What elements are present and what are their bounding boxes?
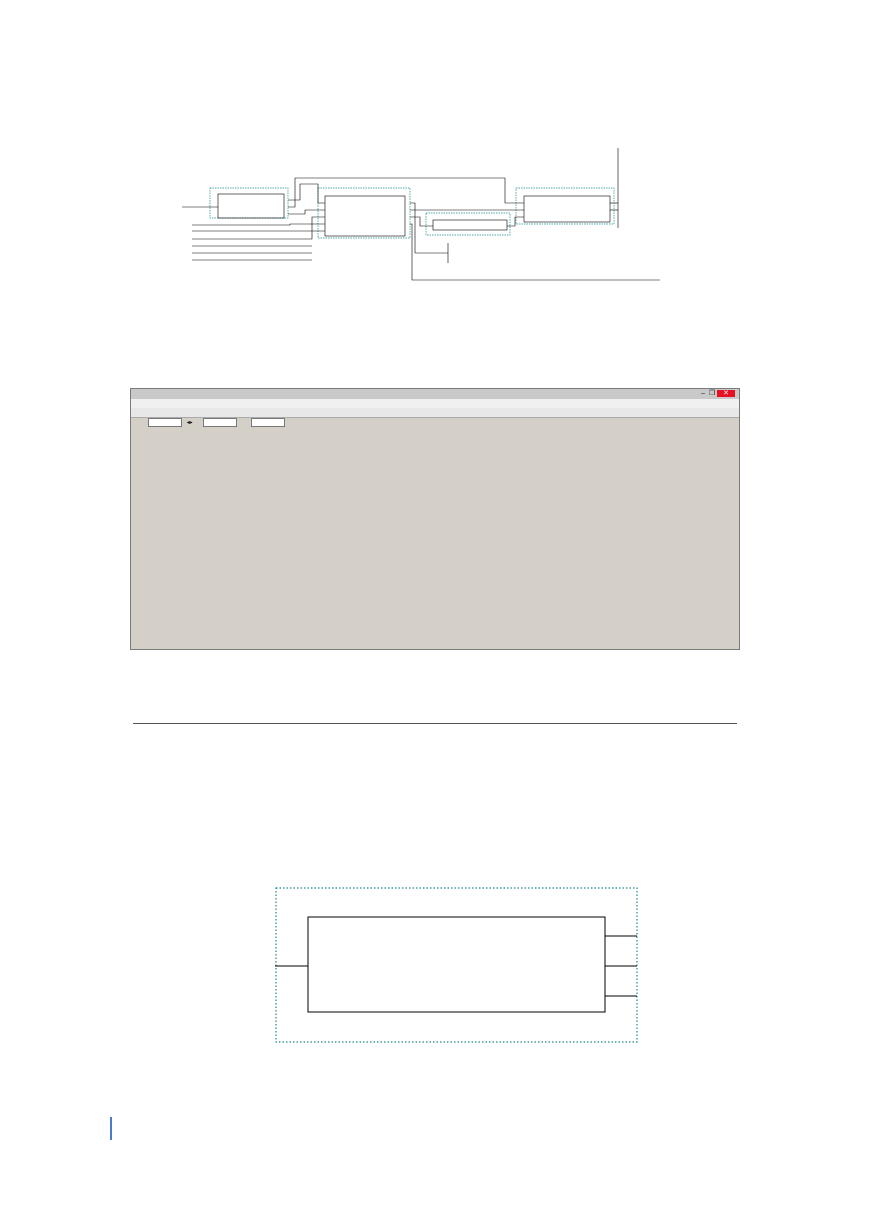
module-dotted-border [276,888,637,1042]
schematic-wires [182,148,660,280]
module-body [308,917,605,1012]
ref-field[interactable] [148,418,182,427]
footer-bar [110,1117,112,1140]
pll-my-module-diagram [275,887,638,1043]
section-rule [133,723,737,724]
waveform-editor-window [130,388,740,650]
washer-c-block [318,188,410,238]
waveform-display[interactable] [131,429,739,649]
window-titlebar [131,389,739,399]
window-controls [701,389,735,399]
dat-d-seg-block [516,188,614,224]
minimize-icon[interactable]: – [701,390,705,397]
ref-nav-icon[interactable]: ◂▸ [186,420,193,427]
interval-field [251,418,285,427]
restore-icon[interactable]: ❐ [708,390,716,397]
full-design-schematic [140,138,732,288]
menu-bar [131,399,739,408]
close-icon[interactable]: ✕ [717,390,735,397]
time-field [203,418,237,427]
ref-bar [131,418,739,427]
to-bcd-block [426,213,510,235]
toolbar [131,408,739,418]
pll-my-block [210,188,288,218]
